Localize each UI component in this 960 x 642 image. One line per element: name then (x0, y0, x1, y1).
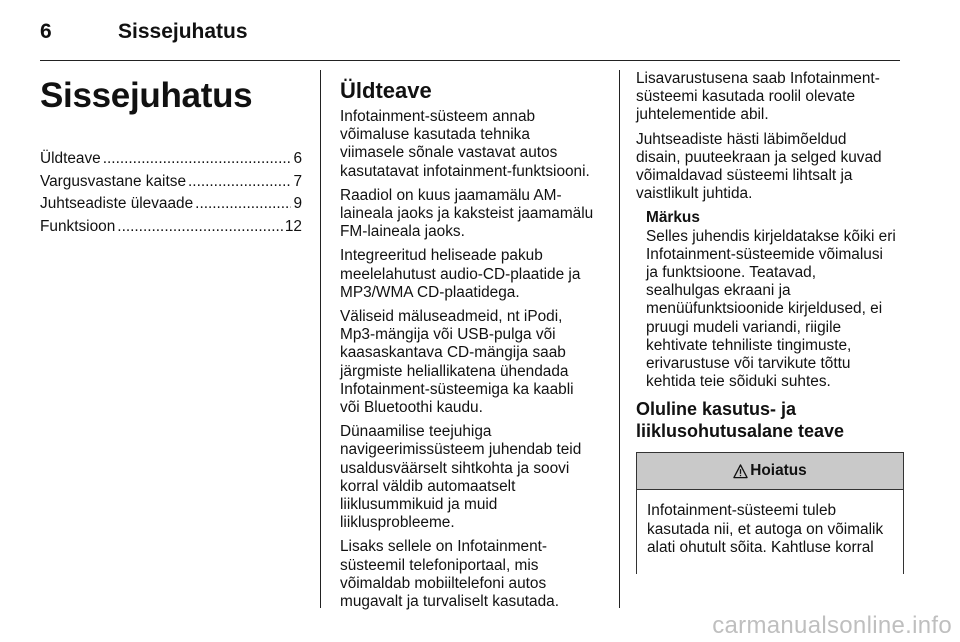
toc-label: Juhtseadiste ülevaade (40, 195, 194, 212)
toc-label: Üldteave (40, 150, 101, 167)
toc-page: 6 (293, 150, 302, 167)
page-number: 6 (40, 20, 52, 43)
toc-leader-dots (117, 216, 283, 239)
toc-entry[interactable] (40, 216, 302, 239)
toc-leader-dots (103, 148, 292, 171)
toc-label: Funktsioon (40, 217, 116, 235)
column-3 (636, 70, 904, 574)
paragraph: Dünaamilise teejuhiga navigeerimissüsteem juhendab teid usaldusväärselt sihtkohta ja soovi korral väldib automaatselt liiklusummikuid ja muid liiklusprobleeme. (340, 423, 582, 532)
paragraph: Infotainment-süsteem annab võimaluse kasutada tehnika viimasele sõnale vastavat autos kasutatavat infotainment-funktsiooni. (340, 108, 590, 180)
warning-body: Infotainment-süsteemi tuleb kasutada nii, et autoga on võimalik alati ohutult sõita. Kahtluse korral (647, 502, 884, 556)
paragraph: Juhtseadiste hästi läbimõeldud disain, puuteekraan ja selged kuvad võimaldavad süsteemi lihtsalt ja vaistlikult juhtida. (636, 130, 882, 203)
warning-triangle-icon (733, 464, 748, 479)
warning-box (636, 452, 904, 574)
table-of-contents (40, 148, 302, 238)
column-2 (340, 70, 602, 617)
note-body: Selles juhendis kirjeldatakse kõiki eri Infotainment-süsteemide võimalusi ja funktsioone. Teatavad, sealhulgas ekraani ja menüüfunktsioonide kirjeldused, ei pruugi mudeli variandi, riigile kehtivate tehniliste tingimuste, erivarustuse või tarvikute tõttu kehtida teie sõiduki suhtes. (646, 227, 896, 391)
column-divider (619, 70, 620, 608)
paragraph: Raadiol on kuus jaamamälu AM- laineala jaoks ja kaksteist jaamamälu FM-laineala jaoks. (340, 186, 594, 241)
watermark: carmanualsonline.info (712, 612, 952, 639)
header-rule (40, 60, 900, 61)
toc-page: 12 (284, 217, 302, 235)
warning-title: Hoiatus (750, 462, 807, 480)
running-title: Sissejuhatus (118, 20, 248, 43)
paragraph: Lisaks sellele on Infotainment- süsteemil telefoniportaal, mis võimaldab mobiiltelefoni autos mugavalt ja turvaliselt kasutada. (340, 538, 560, 611)
note-block (636, 209, 904, 391)
warning-header (637, 453, 903, 490)
toc-leader-dots (188, 171, 291, 194)
note-title: Märkus (646, 209, 700, 227)
column-1 (40, 70, 302, 238)
toc-leader-dots (195, 193, 291, 216)
paragraph: Lisavarustusena saab Infotainment- süsteemi kasutada roolil olevate juhtelementide abil. (636, 70, 880, 124)
column-divider (320, 70, 321, 608)
toc-entry[interactable] (40, 171, 302, 194)
toc-label: Vargusvastane kaitse (40, 172, 187, 190)
paragraph: Integreeritud heliseade pakub meelelahutust audio-CD-plaatide ja MP3/WMA CD-plaatidega. (340, 247, 581, 301)
toc-page: 9 (293, 195, 302, 212)
toc-page: 7 (293, 172, 302, 190)
paragraph: Väliseid mäluseadmeid, nt iPodi, Mp3-mängija või USB-pulga või kaasaskantava CD-mängija saab järgmiste heliallikatena ühendada Infotainment-süsteemiga ka kaabli või Bluetoothi kaudu. (340, 308, 574, 417)
toc-entry[interactable] (40, 193, 302, 216)
section-title: Üldteave (340, 78, 432, 103)
subsection-title: Oluline kasutus- ja liiklusohutusalane teave (636, 399, 845, 441)
toc-entry[interactable] (40, 148, 302, 171)
chapter-title: Sissejuhatus (40, 76, 253, 115)
